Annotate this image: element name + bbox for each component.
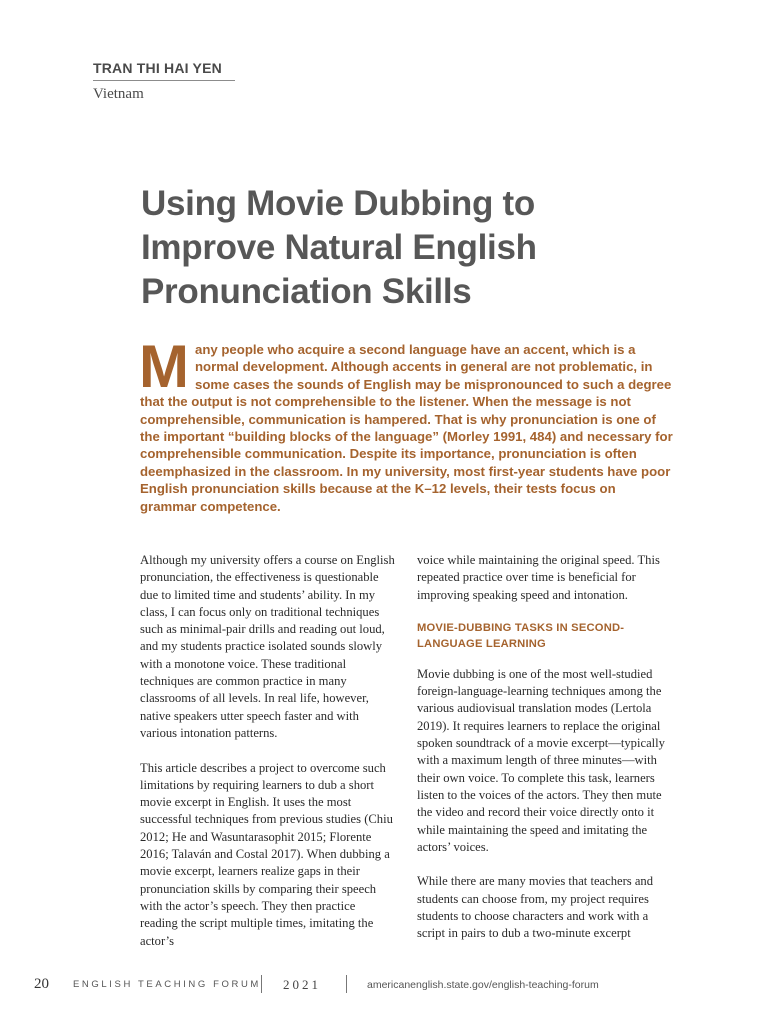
body-paragraph: Movie dubbing is one of the most well-studied foreign-language-learning techniques among the various audiovisual translation modes (Lertola 2019). It requires learners to replace the original spoken soundtrack of a movie excerpt—typically with a maximum length of three minutes—with their own voice. To complete this task, learners listen to the voices of the actors. They then mute the video and record their voice directly onto it while maintaining the speed and imitating the actors’ voices.: [417, 666, 665, 854]
footer-divider: [346, 975, 347, 993]
body-paragraph: Although my university offers a course on English pronunciation, the effectiveness is questionable due to limited time and students’ ability. In my class, I can focus only on traditional techniques such as minimal-pair drills and reading out loud, and my students practice isolated sounds slowly with a monotone voice. These traditional techniques are common practice in many classrooms of all levels. In real life, however, native speakers utter speech faster and with various intonation patterns.: [140, 553, 395, 740]
author-name: TRAN THI HAI YEN: [93, 60, 235, 81]
page-number: 20: [34, 976, 49, 992]
author-block: [93, 60, 235, 103]
lead-text: any people who acquire a second language have an accent, which is a normal development. Although accents in general are not problematic, in some cases the sounds of English may be mispronounced to such a degree that the output is not comprehensible to the listener. When the message is not comprehensible, communication is hampered. That is why pronunciation is one of the important “building blocks of the language” (Morley 1991, 484) and necessary for comprehensible communication. Despite its importance, pronunciation is often deemphasized in the classroom. In my university, most first-year students have poor English pronunciation skills because at the K–12 levels, their tests focus on grammar competence.: [140, 342, 673, 514]
section-heading: MOVIE-DUBBING TASKS IN SECOND-LANGUAGE LEARNING: [417, 621, 625, 650]
body-paragraph: This article describes a project to overcome such limitations by requiring learners to dub a short movie excerpt in English. It uses the most successful techniques from previous studies (Chiu 2012; He and Wasuntarasophit 2015; Florente 2016; Talaván and Costal 2017). When dubbing a movie excerpt, learners realize gaps in their pronunciation skills by comparing their speech with the actor’s speech. They then practice reading the script multiple times, imitating the actor’s: [140, 760, 393, 948]
drop-cap: M: [139, 333, 189, 400]
left-column: [140, 552, 396, 967]
footer-divider: [261, 975, 262, 993]
page-footer: [0, 975, 770, 995]
author-country: Vietnam: [93, 86, 144, 102]
lead-paragraph: [139, 333, 674, 515]
article-title: Using Movie Dubbing to Improve Natural English Pronunciation Skills: [141, 184, 537, 311]
publication-year: 2021: [283, 977, 321, 992]
body-paragraph: While there are many movies that teachers and students can choose from, my project requires students to choose characters and work with a script in pairs to dub a two-minute excerpt: [417, 874, 654, 941]
journal-url[interactable]: americanenglish.state.gov/english-teaching-forum: [367, 979, 599, 991]
body-paragraph-continued: voice while maintaining the original speed. This repeated practice over time is beneficial for improving speaking speed and intonation.: [417, 553, 660, 602]
journal-name: ENGLISH TEACHING FORUM: [73, 979, 261, 990]
right-column: [417, 552, 673, 960]
